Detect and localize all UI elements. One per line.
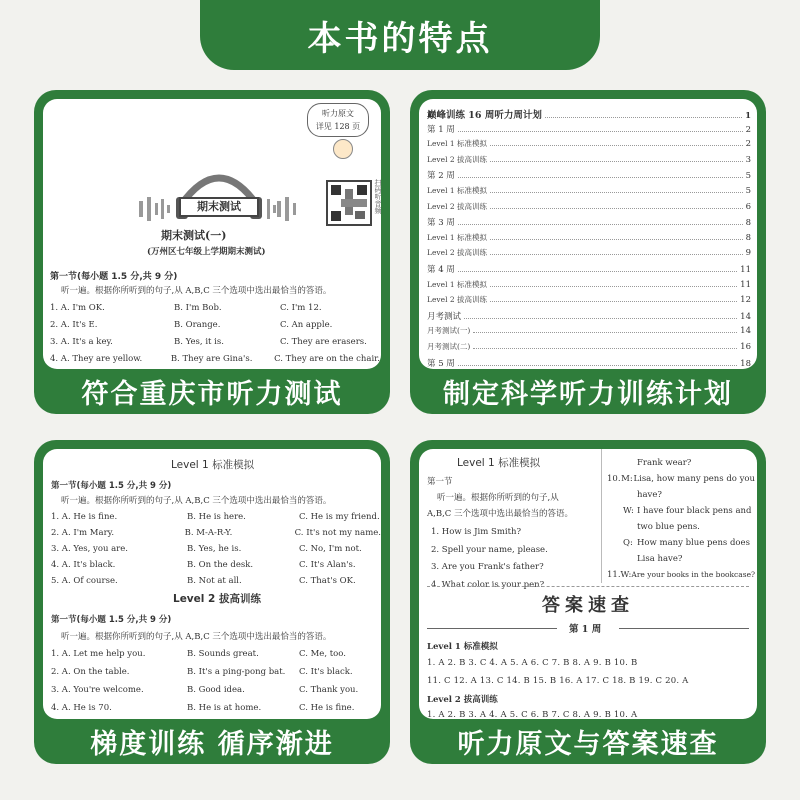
question-list-level1 — [51, 512, 381, 592]
toc-leader — [490, 185, 743, 193]
transcript-line: 3. Are you Frank's father? — [431, 562, 544, 572]
toc-page-number: 14 — [740, 326, 751, 337]
feature-card-answers — [410, 440, 766, 764]
answer-level1: Level 1 标准模拟 — [427, 642, 498, 652]
toc-entry-title: Level 1 标准模拟 — [427, 139, 488, 149]
option-c: C. That's OK. — [299, 576, 356, 586]
toc-line — [427, 154, 751, 170]
transcript-text: Frank wear? — [637, 458, 692, 468]
page-number-badge — [307, 103, 369, 137]
toc-page-number: 6 — [745, 201, 751, 212]
transcript-left-list — [431, 524, 548, 588]
option-b: B. It's a ping-pong bat. — [187, 667, 286, 677]
transcript-line: 2. Spell your name, please. — [431, 544, 548, 555]
option-a: 4. A. They are yellow. — [50, 354, 143, 364]
toc-entry-title: Level 1 标准模拟 — [427, 185, 488, 195]
question-row — [51, 560, 381, 570]
transcript-text: I have four black pens and — [637, 506, 752, 516]
transcript-line — [607, 519, 755, 535]
exam-title: 期末测试(一) — [161, 229, 227, 242]
transcript-section: 第一节 — [427, 477, 453, 487]
card-caption: 梯度训练 循序渐进 — [90, 729, 334, 760]
transcript-instruction-1: 听一遍。根据你所听到的句子,从 — [437, 493, 559, 503]
toc-page-number: 18 — [740, 358, 751, 369]
toc-leader — [473, 341, 737, 349]
option-c: C. He is my friend. — [299, 512, 380, 522]
transcript-text: Lisa, how many pens do you — [633, 474, 755, 484]
option-b: B. Sounds great. — [187, 649, 259, 659]
option-b: B. On the desk. — [187, 560, 254, 570]
option-a: 1. A. He is fine. — [51, 512, 118, 522]
toc-entry-title: Level 1 标准模拟 — [427, 232, 488, 242]
answer-row-2: 11. C 12. A 13. C 14. B 15. B 16. A 17. C 18. B 19. C 20. A — [427, 676, 689, 686]
toc-line — [427, 107, 751, 123]
question-row — [51, 703, 381, 713]
question-row — [51, 528, 381, 538]
answers-page-preview — [419, 449, 757, 719]
toc-entry-title: 第 5 周 — [427, 358, 455, 369]
section2-heading: 第一节(每小题 1.5 分,共 9 分) — [51, 615, 172, 625]
card-caption: 符合重庆市听力测试 — [81, 379, 343, 410]
option-c: C. I'm 12. — [280, 303, 322, 313]
toc-line — [427, 263, 751, 279]
toc-leader — [458, 170, 743, 178]
option-c: C. No, I'm not. — [299, 544, 362, 554]
toc-line — [427, 247, 751, 263]
answer-level2: Level 2 拔高训练 — [427, 695, 498, 705]
transcript-speaker: W: — [623, 506, 634, 516]
toc-page-number: 5 — [745, 171, 751, 182]
option-c: C. Me, too. — [299, 649, 346, 659]
instruction1-text: 听一遍。根据你所听到的句子,从 A,B,C 三个选项中选出最恰当的答语。 — [61, 496, 332, 506]
toc-entry-title: Level 1 标准模拟 — [427, 279, 488, 289]
transcript-number: 10. — [607, 474, 621, 484]
toc-entry-title: Level 2 拔高训练 — [427, 154, 488, 164]
answer-section-divider — [427, 586, 749, 587]
answer-row-1: 1. A 2. B 3. C 4. A 5. A 6. C 7. B 8. A 9. B 10. B — [427, 658, 638, 668]
transcript-speaker — [623, 551, 637, 567]
question-list-level2 — [51, 649, 381, 721]
answer-row-3: 1. A 2. B 3. A 4. A 5. C 6. B 7. C 8. A 9. B 10. A — [427, 710, 638, 720]
toc-entry-title: 第 3 周 — [427, 218, 455, 229]
question-list — [50, 303, 380, 371]
transcript-line — [607, 487, 755, 503]
toc-entry-title: 第 1 周 — [427, 124, 455, 135]
option-c: C. He is fine. — [299, 703, 355, 713]
toc-page-number: 1 — [745, 111, 751, 121]
toc-page-number: 3 — [745, 154, 751, 165]
toc-entry-title: 月考测试 — [427, 311, 462, 322]
toc-line — [427, 216, 751, 232]
transcript-line — [607, 567, 755, 583]
option-b: B. Not at all. — [187, 576, 242, 586]
badge-line-2: 详见 128 页 — [315, 122, 361, 131]
option-b: B. They are Gina's. — [170, 354, 253, 364]
transcript-number — [607, 455, 623, 471]
toc-line — [427, 325, 751, 341]
option-a: 2. A. On the table. — [51, 667, 130, 677]
transcript-speaker — [623, 455, 637, 471]
feature-card-levels — [34, 440, 390, 764]
option-c: C. They are erasers. — [280, 337, 367, 347]
exam-page-preview — [43, 99, 381, 369]
feature-card-exam — [34, 90, 390, 414]
toc-line — [427, 279, 751, 295]
transcript-right-list — [607, 455, 755, 583]
question-row — [50, 320, 380, 330]
option-b: B. M-A-R-Y. — [184, 528, 233, 538]
question-row — [51, 544, 381, 554]
levels-page-preview — [43, 449, 381, 719]
transcript-line: 1. How is Jim Smith? — [431, 527, 522, 537]
toc-leader — [458, 358, 737, 366]
section-heading: 第一节(每小题 1.5 分,共 9 分) — [50, 272, 178, 282]
level2-heading: Level 2 拔高训练 — [173, 593, 261, 605]
transcript-number — [607, 551, 623, 567]
transcript-text: two blue pens. — [637, 522, 700, 532]
transcript-line: 4. What color is your pen? — [431, 579, 545, 590]
transcript-number — [607, 535, 623, 551]
toc-page-number: 12 — [740, 295, 751, 306]
option-b: B. I'm Bob. — [174, 303, 222, 313]
page-header — [200, 0, 600, 70]
toc-line — [427, 310, 751, 326]
question-row — [51, 576, 381, 586]
question-row — [50, 337, 380, 347]
option-c: C. It's not my name. — [294, 528, 381, 538]
transcript-line — [607, 535, 755, 551]
transcript-number: 11. — [607, 570, 621, 580]
toc-entry-title: 月考测试(二) — [427, 341, 471, 351]
option-c: C. An apple. — [280, 320, 333, 330]
toc-leader — [490, 247, 743, 255]
question-row — [51, 685, 381, 695]
toc-page-number: 16 — [740, 341, 751, 352]
transcript-speaker — [623, 519, 637, 535]
toc-entry-title: 第 4 周 — [427, 264, 455, 275]
option-b: B. He is at home. — [187, 703, 262, 713]
toc-page-number: 14 — [740, 311, 751, 322]
qr-code-icon — [327, 181, 371, 225]
transcript-line — [607, 503, 755, 519]
option-c: C. They are on the chair. — [274, 354, 380, 364]
option-a: 2. A. It's E. — [50, 320, 98, 330]
mascot-icon — [333, 139, 353, 159]
toc-entry-title: Level 2 拔高训练 — [427, 201, 488, 211]
toc-page-number: 9 — [745, 248, 751, 259]
exam-subtitle: (万州区七年级上学期期末测试) — [147, 247, 266, 257]
transcript-text: Are your books in the bookcase? — [631, 570, 756, 579]
toc-leader — [490, 232, 743, 240]
week-rule-right — [619, 628, 749, 629]
card-caption: 听力原文与答案速查 — [457, 729, 719, 760]
toc-leader — [458, 124, 743, 132]
transcript-text: have? — [637, 490, 662, 500]
transcript-number — [607, 503, 623, 519]
toc-line — [427, 169, 751, 185]
toc-line — [427, 185, 751, 201]
option-a: 3. A. It's a key. — [50, 337, 113, 347]
transcript-line — [607, 551, 755, 567]
toc-page-number: 5 — [745, 185, 751, 196]
toc-line — [427, 123, 751, 139]
toc-line — [427, 357, 751, 373]
toc-leader — [545, 110, 742, 118]
toc-page-number: 2 — [745, 124, 751, 135]
toc-leader — [490, 201, 743, 209]
toc-line — [427, 294, 751, 310]
toc-entry-title: Level 2 拔高训练 — [427, 295, 488, 305]
week-heading: 第 1 周 — [569, 624, 602, 635]
toc-leader — [490, 154, 743, 162]
exam-banner-label: 期末测试 — [197, 200, 241, 213]
option-a: 3. A. You're welcome. — [51, 685, 144, 695]
option-b: B. Yes, it is. — [174, 337, 224, 347]
option-c: C. Thank you. — [299, 685, 359, 695]
toc-leader — [490, 294, 737, 302]
badge-line-1: 听力原文 — [322, 109, 354, 118]
transcript-speaker: Q: — [623, 538, 633, 548]
toc-leader — [490, 279, 737, 287]
toc-page-number: 2 — [745, 139, 751, 150]
toc-leader — [490, 138, 743, 146]
option-a: 3. A. Yes, you are. — [51, 544, 128, 554]
week-rule-left — [427, 628, 557, 629]
toc-line — [427, 201, 751, 217]
toc-leader — [464, 311, 737, 319]
section1-heading: 第一节(每小题 1.5 分,共 9 分) — [51, 481, 172, 491]
option-a: 2. A. I'm Mary. — [51, 528, 115, 538]
toc-entry-title: 月考测试(一) — [427, 326, 471, 336]
toc-leader — [473, 325, 737, 333]
option-a: 4. A. He is 70. — [51, 703, 112, 713]
option-b: B. He is here. — [187, 512, 246, 522]
option-c: C. It's black. — [299, 667, 353, 677]
option-a: 1. A. Let me help you. — [51, 649, 146, 659]
question-row — [51, 649, 381, 659]
transcript-speaker: W: — [620, 570, 632, 580]
toc-page-number: 8 — [745, 232, 751, 243]
toc-page-number: 11 — [740, 279, 751, 290]
toc-line — [427, 341, 751, 357]
transcript-level-heading: Level 1 标准模拟 — [457, 457, 541, 469]
table-of-contents — [427, 107, 751, 372]
option-a: 4. A. It's black. — [51, 560, 116, 570]
question-row — [50, 354, 380, 364]
transcript-text: How many blue pens does — [637, 538, 750, 548]
toc-page-preview — [419, 99, 757, 369]
transcript-number — [607, 487, 623, 503]
question-row — [50, 303, 380, 313]
header-title: 本书的特点 — [307, 18, 493, 59]
toc-leader — [458, 217, 743, 225]
toc-line — [427, 138, 751, 154]
transcript-line — [607, 455, 755, 471]
transcript-speaker: M: — [621, 474, 633, 484]
transcript-number — [607, 519, 623, 535]
question-row — [51, 667, 381, 677]
question-row — [51, 512, 381, 522]
transcript-line — [607, 471, 755, 487]
qr-caption: 扫码听音频 — [374, 179, 382, 214]
transcript-text: Lisa have? — [637, 554, 683, 564]
option-b: B. Good idea. — [187, 685, 245, 695]
instruction2-text: 听一遍。根据你所听到的句子,从 A,B,C 三个选项中选出最恰当的答语。 — [61, 632, 332, 642]
option-a: 1. A. I'm OK. — [50, 303, 105, 313]
option-c: C. It's Alan's. — [299, 560, 356, 570]
toc-line — [427, 232, 751, 248]
toc-entry-title: 巅峰训练 16 周听力周计划 — [427, 110, 542, 121]
exam-banner — [179, 197, 259, 217]
transcript-instruction-2: A,B,C 三个选项中选出最恰当的答语。 — [427, 509, 573, 519]
toc-entry-title: 第 2 周 — [427, 171, 455, 182]
toc-entry-title: Level 2 拔高训练 — [427, 248, 488, 258]
column-divider — [601, 449, 602, 583]
option-b: B. Yes, he is. — [187, 544, 242, 554]
level1-heading: Level 1 标准模拟 — [171, 459, 255, 471]
instruction-text: 听一遍。根据你所听到的句子,从 A,B,C 三个选项中选出最恰当的答语。 — [61, 286, 332, 296]
option-b: B. Orange. — [174, 320, 221, 330]
toc-page-number: 11 — [740, 264, 751, 275]
card-caption: 制定科学听力训练计划 — [443, 379, 733, 410]
toc-page-number: 8 — [745, 218, 751, 229]
transcript-speaker — [623, 487, 637, 503]
answer-title: 答案速查 — [536, 591, 640, 617]
toc-leader — [458, 264, 737, 272]
feature-card-plan — [410, 90, 766, 414]
option-a: 5. A. Of course. — [51, 576, 118, 586]
